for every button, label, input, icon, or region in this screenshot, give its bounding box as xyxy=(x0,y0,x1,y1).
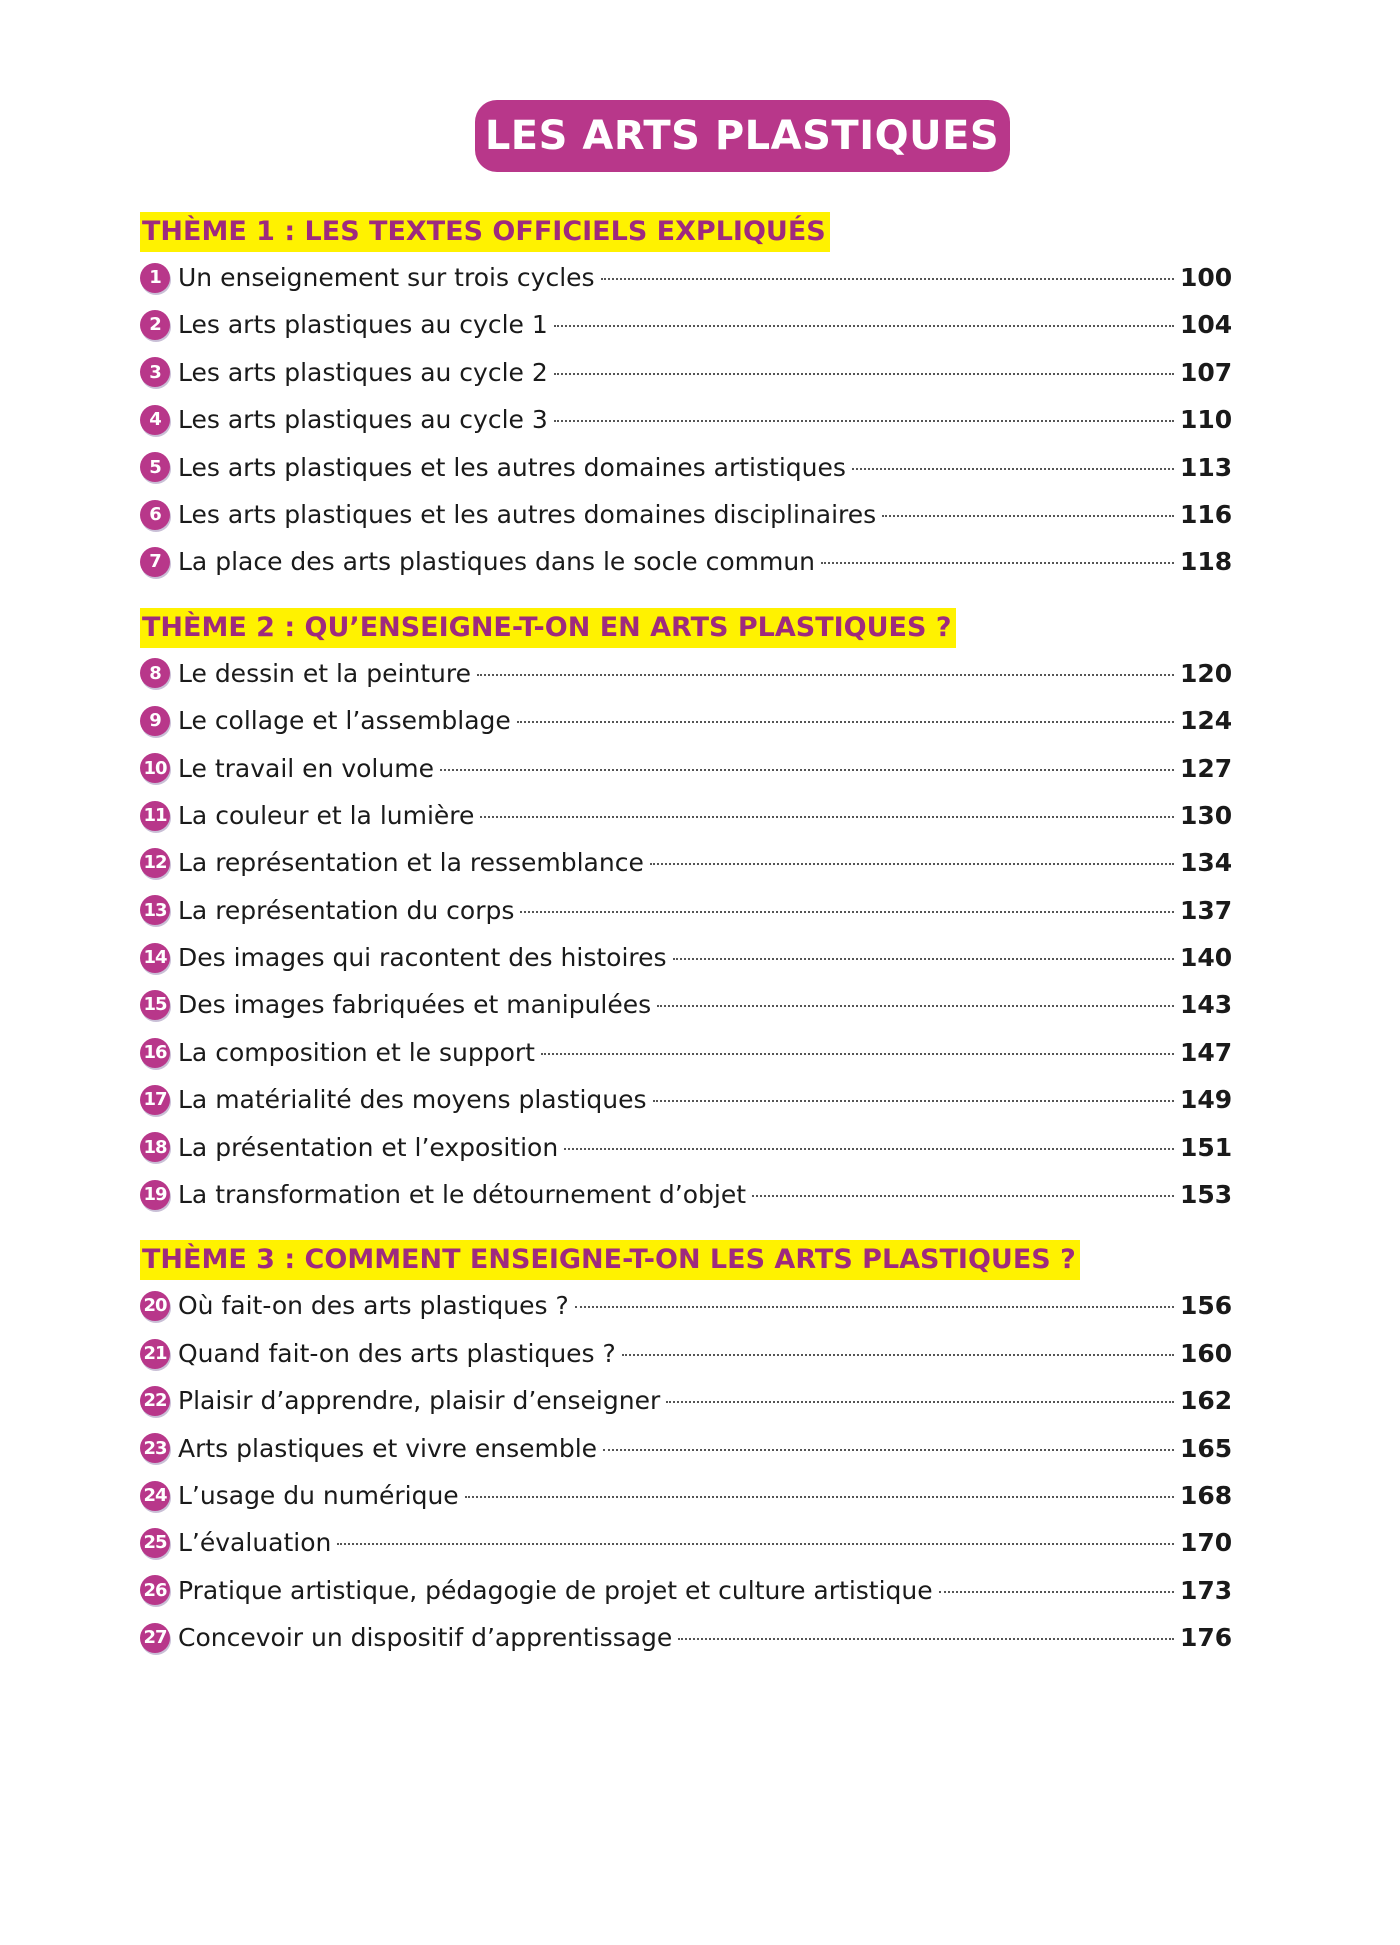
toc-entry[interactable] xyxy=(140,650,1233,697)
theme-heading: THÈME 1 : LES TEXTES OFFICIELS EXPLIQUÉS xyxy=(140,212,830,252)
chapter-number-badge: 18 xyxy=(140,1132,170,1162)
dot-leader xyxy=(678,1638,1174,1640)
dot-leader xyxy=(666,1401,1174,1403)
theme-section xyxy=(140,1240,1233,1661)
toc-entry[interactable] xyxy=(140,444,1233,491)
toc-entry[interactable] xyxy=(140,1029,1233,1076)
dot-leader xyxy=(622,1354,1174,1356)
theme-heading: THÈME 2 : QU’ENSEIGNE-T-ON EN ARTS PLASTIQUES ? xyxy=(140,608,956,648)
toc-entry[interactable] xyxy=(140,1425,1233,1472)
page-number: 127 xyxy=(1180,753,1233,783)
toc-entry[interactable] xyxy=(140,1567,1233,1614)
dot-leader xyxy=(673,958,1174,960)
theme-entries xyxy=(140,254,1233,586)
chapter-number-badge: 3 xyxy=(140,357,170,387)
title-pill xyxy=(475,100,1010,172)
chapter-title: Plaisir d’apprendre, plaisir d’enseigner xyxy=(178,1386,661,1416)
chapter-title: Le dessin et la peinture xyxy=(178,658,471,688)
chapter-number-badge: 6 xyxy=(140,500,170,530)
title-banner xyxy=(0,100,1400,172)
toc-entry[interactable] xyxy=(140,839,1233,886)
chapter-number-badge: 27 xyxy=(140,1623,170,1653)
chapter-number-badge: 7 xyxy=(140,547,170,577)
dot-leader xyxy=(653,1100,1174,1102)
dot-leader xyxy=(465,1496,1174,1498)
page-number: 143 xyxy=(1180,990,1233,1020)
chapter-title: L’évaluation xyxy=(178,1528,332,1558)
theme-section xyxy=(140,608,1233,1219)
toc-entry[interactable] xyxy=(140,1330,1233,1377)
dot-leader xyxy=(554,373,1174,375)
chapter-number-badge: 26 xyxy=(140,1575,170,1605)
page-number: 118 xyxy=(1180,547,1233,577)
page-number: 100 xyxy=(1180,263,1233,292)
page-number: 165 xyxy=(1180,1433,1233,1463)
page-number: 130 xyxy=(1180,800,1233,830)
toc-entry[interactable] xyxy=(140,981,1233,1028)
chapter-number-badge: 20 xyxy=(140,1291,170,1321)
chapter-number-badge: 19 xyxy=(140,1180,170,1210)
toc-entry[interactable] xyxy=(140,1472,1233,1519)
page-number: 137 xyxy=(1180,895,1233,925)
chapter-number-badge: 2 xyxy=(140,310,170,340)
chapter-number-badge: 24 xyxy=(140,1481,170,1511)
chapter-title: La place des arts plastiques dans le socle commun xyxy=(178,547,816,577)
toc-entry[interactable] xyxy=(140,1614,1233,1661)
toc-entry[interactable] xyxy=(140,349,1233,396)
chapter-title: Le travail en volume xyxy=(178,753,434,783)
page-number: 107 xyxy=(1180,357,1233,387)
dot-leader xyxy=(657,1005,1174,1007)
chapter-number-badge: 17 xyxy=(140,1085,170,1115)
page-number: 134 xyxy=(1180,848,1233,878)
toc-entry[interactable] xyxy=(140,1076,1233,1123)
toc-entry[interactable] xyxy=(140,1519,1233,1566)
toc-entry[interactable] xyxy=(140,1377,1233,1424)
chapter-number-badge: 9 xyxy=(140,706,170,736)
chapter-title: Arts plastiques et vivre ensemble xyxy=(178,1433,598,1463)
page-number: 113 xyxy=(1180,452,1233,482)
dot-leader xyxy=(939,1591,1174,1593)
chapter-number-badge: 10 xyxy=(140,753,170,783)
chapter-title: Des images qui racontent des histoires xyxy=(178,943,667,973)
page-number: 120 xyxy=(1180,658,1233,688)
chapter-number-badge: 8 xyxy=(140,658,170,688)
page-number: 147 xyxy=(1180,1037,1233,1067)
toc-entry[interactable] xyxy=(140,697,1233,744)
chapter-number-badge: 13 xyxy=(140,895,170,925)
chapter-title: Quand fait-on des arts plastiques ? xyxy=(178,1338,616,1368)
page-number: 176 xyxy=(1180,1623,1233,1653)
page-number: 170 xyxy=(1180,1528,1233,1558)
chapter-title: La transformation et le détournement d’objet xyxy=(178,1180,747,1210)
chapter-number-badge: 12 xyxy=(140,848,170,878)
page-number: 149 xyxy=(1180,1085,1233,1115)
chapter-number-badge: 21 xyxy=(140,1339,170,1369)
dot-leader xyxy=(575,1306,1174,1308)
dot-leader xyxy=(650,863,1174,865)
chapter-title: Des images fabriquées et manipulées xyxy=(178,990,652,1020)
toc-entry[interactable] xyxy=(140,538,1233,585)
chapter-number-badge: 22 xyxy=(140,1386,170,1416)
page-number: 124 xyxy=(1180,706,1233,736)
page-number: 140 xyxy=(1180,943,1233,973)
dot-leader xyxy=(821,562,1174,564)
toc-entry[interactable] xyxy=(140,1282,1233,1329)
toc-entry[interactable] xyxy=(140,887,1233,934)
chapter-number-badge: 23 xyxy=(140,1433,170,1463)
chapter-title: Les arts plastiques au cycle 3 xyxy=(178,405,548,435)
page-number: 110 xyxy=(1180,405,1233,435)
chapter-title: Concevoir un dispositif d’apprentissage xyxy=(178,1623,673,1653)
toc-entry[interactable] xyxy=(140,301,1233,348)
dot-leader xyxy=(554,420,1174,422)
chapter-number-badge: 11 xyxy=(140,801,170,831)
page-number: 116 xyxy=(1180,499,1233,529)
chapter-title: Les arts plastiques et les autres domaines disciplinaires xyxy=(178,499,877,529)
chapter-title: La composition et le support xyxy=(178,1037,535,1067)
chapter-title: Pratique artistique, pédagogie de projet et culture artistique xyxy=(178,1575,933,1605)
toc-entry[interactable] xyxy=(140,491,1233,538)
toc-entry[interactable] xyxy=(140,745,1233,792)
dot-leader xyxy=(601,278,1174,280)
chapter-title: La matérialité des moyens plastiques xyxy=(178,1085,647,1115)
chapter-number-badge: 25 xyxy=(140,1528,170,1558)
table-of-contents xyxy=(140,212,1233,1684)
chapter-number-badge: 14 xyxy=(140,943,170,973)
chapter-title: Les arts plastiques au cycle 2 xyxy=(178,357,548,387)
page-number: 173 xyxy=(1180,1575,1233,1605)
dot-leader xyxy=(882,515,1174,517)
chapter-title: La présentation et l’exposition xyxy=(178,1132,559,1162)
dot-leader xyxy=(520,911,1174,913)
toc-entry[interactable] xyxy=(140,396,1233,443)
chapter-title: Les arts plastiques et les autres domaines artistiques xyxy=(178,452,846,482)
chapter-number-badge: 16 xyxy=(140,1038,170,1068)
chapter-title: Les arts plastiques au cycle 1 xyxy=(178,310,548,340)
toc-entry[interactable] xyxy=(140,254,1233,301)
page-number: 162 xyxy=(1180,1386,1233,1416)
dot-leader xyxy=(337,1543,1174,1545)
chapter-title: Un enseignement sur trois cycles xyxy=(178,263,595,292)
dot-leader xyxy=(564,1148,1174,1150)
page-number: 156 xyxy=(1180,1291,1233,1321)
dot-leader xyxy=(852,468,1174,470)
chapter-title: Où fait-on des arts plastiques ? xyxy=(178,1291,569,1321)
chapter-number-badge: 15 xyxy=(140,990,170,1020)
theme-entries xyxy=(140,650,1233,1219)
chapter-title: La couleur et la lumière xyxy=(178,800,475,830)
toc-entry[interactable] xyxy=(140,934,1233,981)
dot-leader xyxy=(752,1195,1174,1197)
toc-entry[interactable] xyxy=(140,1171,1233,1218)
chapter-title: La représentation du corps xyxy=(178,895,515,925)
page-number: 160 xyxy=(1180,1338,1233,1368)
chapter-number-badge: 1 xyxy=(140,263,170,293)
page-title: LES ARTS PLASTIQUES xyxy=(484,113,1000,159)
chapter-title: Le collage et l’assemblage xyxy=(178,706,511,736)
theme-section xyxy=(140,212,1233,586)
theme-heading: THÈME 3 : COMMENT ENSEIGNE-T-ON LES ARTS PLASTIQUES ? xyxy=(140,1240,1080,1280)
chapter-title: L’usage du numérique xyxy=(178,1480,459,1510)
theme-entries xyxy=(140,1282,1233,1661)
dot-leader xyxy=(440,769,1174,771)
chapter-title: La représentation et la ressemblance xyxy=(178,848,644,878)
page-number: 153 xyxy=(1180,1180,1233,1210)
dot-leader xyxy=(603,1449,1174,1451)
toc-entry[interactable] xyxy=(140,1124,1233,1171)
page-number: 104 xyxy=(1180,310,1233,340)
dot-leader xyxy=(554,325,1174,327)
chapter-number-badge: 5 xyxy=(140,452,170,482)
dot-leader xyxy=(541,1053,1174,1055)
chapter-number-badge: 4 xyxy=(140,405,170,435)
dot-leader xyxy=(477,674,1174,676)
page-number: 151 xyxy=(1180,1132,1233,1162)
dot-leader xyxy=(517,721,1174,723)
toc-entry[interactable] xyxy=(140,792,1233,839)
dot-leader xyxy=(480,816,1174,818)
page-number: 168 xyxy=(1180,1480,1233,1510)
